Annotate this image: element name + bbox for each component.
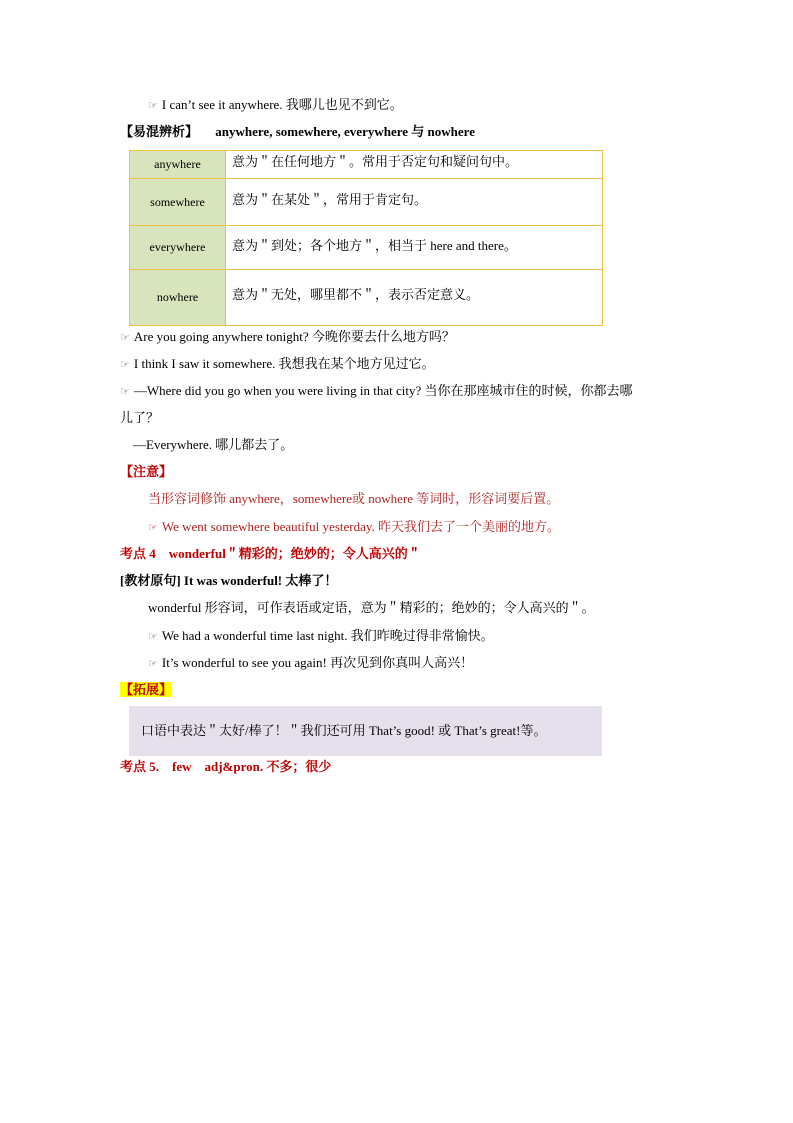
kaodian-4-heading (120, 545, 421, 563)
section-tag: 【易混辨析】 (120, 124, 199, 139)
note-text (148, 490, 559, 508)
note-tag: 【注意】 (120, 464, 173, 479)
table-meaning: 意为＂在任何地方＂。常用于否定句和疑问句中。 (226, 151, 603, 179)
pointing-hand-icon: ☞ (120, 386, 130, 398)
expand-text: 口语中表达＂太好/棒了！＂我们还可用 That’s good! 或 That’s great!等。 (141, 723, 547, 738)
textbook-text: [教材原句] It was wonderful! 太棒了！ (120, 573, 338, 588)
table-term: somewhere (130, 179, 226, 226)
expand-heading (120, 681, 172, 699)
table-row (130, 179, 603, 226)
pointing-hand-icon: ☞ (148, 658, 158, 670)
example-line (148, 96, 403, 115)
pointing-hand-icon: ☞ (148, 100, 158, 112)
textbook-sentence (120, 572, 337, 590)
pointing-hand-icon: ☞ (120, 332, 130, 344)
example-answer (133, 436, 293, 454)
table-row (130, 270, 603, 326)
table-meaning: 意为＂到处；各个地方＂，相当于 here and there。 (226, 226, 603, 270)
note-example (148, 518, 560, 537)
kaodian-5-heading (120, 758, 331, 776)
example-line (120, 328, 455, 347)
example-continuation (120, 409, 159, 427)
example-text: —Where did you go when you were living in that city? 当你在那座城市住的时候，你都去哪 (133, 383, 633, 398)
example-text: I think I saw it somewhere. 我想我在某个地方见过它。 (133, 356, 435, 371)
table-row (130, 226, 603, 270)
expand-box (129, 706, 602, 756)
table-meaning: 意为＂无处，哪里都不＂，表示否定意义。 (226, 270, 603, 326)
example-text: We had a wonderful time last night. 我们昨晚过得非常愉快。 (161, 628, 494, 643)
kaodian-title: 考点 4 wonderful＂精彩的；绝妙的；令人高兴的＂ (120, 546, 421, 561)
note-body: 当形容词修饰 anywhere，somewhere或 nowhere 等词时，形容词要后置。 (148, 491, 560, 506)
example-text: 儿了？ (120, 410, 160, 425)
table-row (130, 151, 603, 179)
expand-tag: 【拓展】 (120, 682, 173, 697)
example-line (148, 654, 473, 673)
comparison-table (129, 150, 603, 326)
example-line (148, 627, 494, 646)
pointing-hand-icon: ☞ (148, 631, 158, 643)
note-heading (120, 463, 172, 481)
table-term: nowhere (130, 270, 226, 326)
section-title: anywhere, somewhere, everywhere 与 nowhere (215, 124, 475, 139)
example-line (120, 382, 633, 401)
pointing-hand-icon: ☞ (120, 359, 130, 371)
example-text: Are you going anywhere tonight? 今晚你要去什么地方吗？ (133, 329, 455, 344)
table-term: anywhere (130, 151, 226, 179)
table-meaning: 意为＂在某处＂，常用于肯定句。 (226, 179, 603, 226)
example-text: We went somewhere beautiful yesterday. 昨天我们去了一个美丽的地方。 (161, 519, 561, 534)
example-text: —Everywhere. 哪儿都去了。 (133, 437, 294, 452)
description-text: wonderful 形容词，可作表语或定语，意为＂精彩的；绝妙的；令人高兴的＂。 (148, 600, 595, 615)
kaodian-title: 考点 5. few adj&pron. 不多；很少 (120, 759, 332, 774)
table-term: everywhere (130, 226, 226, 270)
example-line (120, 355, 435, 374)
section-heading (120, 123, 475, 141)
example-text: I can’t see it anywhere. 我哪儿也见不到它。 (161, 97, 403, 112)
wonderful-description (148, 599, 595, 617)
pointing-hand-icon: ☞ (148, 522, 158, 534)
example-text: It’s wonderful to see you again! 再次见到你真叫人高兴！ (161, 655, 474, 670)
